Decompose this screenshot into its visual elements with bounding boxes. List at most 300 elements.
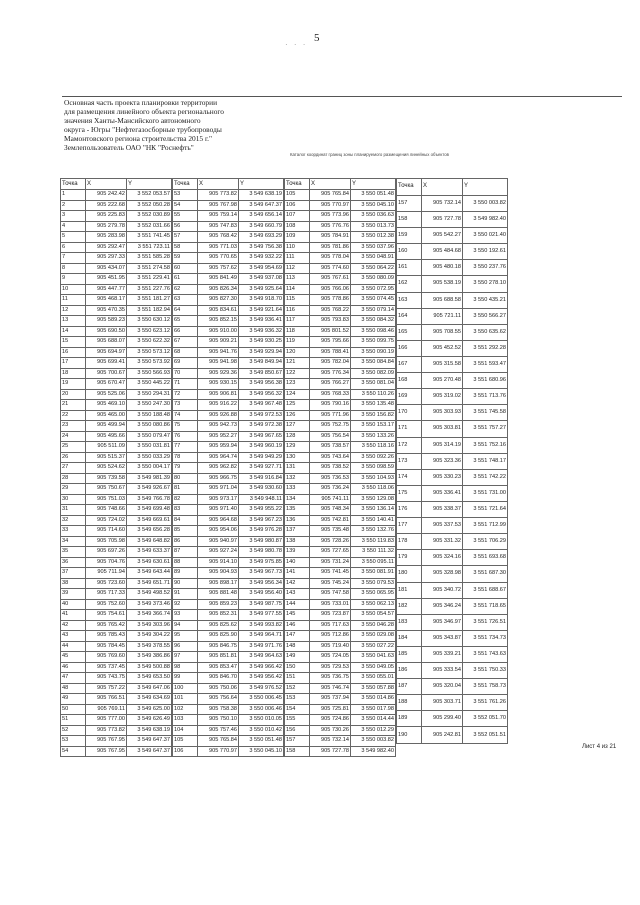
y-coordinate: 3 550 090.19	[351, 347, 396, 358]
x-coordinate: 905 738.52	[310, 463, 351, 474]
table-row	[397, 437, 508, 453]
column-header-x: X	[86, 179, 127, 190]
point-number: 72	[173, 389, 198, 400]
table-row	[61, 536, 172, 547]
y-coordinate: 3 549 956.38	[239, 379, 284, 390]
y-coordinate: 3 549 766.78	[127, 494, 172, 505]
column-header-x: X	[422, 179, 463, 196]
x-coordinate: 905 688.58	[422, 292, 463, 308]
x-coordinate: 905 767.95	[86, 746, 127, 757]
column-header-point: Точка	[61, 179, 86, 190]
coordinate-table	[396, 178, 508, 744]
table-row	[173, 358, 284, 369]
x-coordinate: 905 750.67	[86, 484, 127, 495]
x-coordinate: 905 827.30	[198, 295, 239, 306]
y-coordinate: 3 549 849.94	[239, 358, 284, 369]
table-row	[61, 274, 172, 285]
table-row	[285, 631, 396, 642]
x-coordinate: 905 964.74	[198, 452, 239, 463]
table-row	[285, 505, 396, 516]
point-number: 39	[61, 589, 86, 600]
y-coordinate: 3 550 010.42	[239, 725, 284, 736]
x-coordinate: 905 336.41	[422, 485, 463, 501]
y-coordinate: 3 549 850.67	[239, 368, 284, 379]
table-row	[61, 484, 172, 495]
table-row	[61, 736, 172, 747]
table-row	[61, 704, 172, 715]
x-coordinate: 905 323.36	[422, 453, 463, 469]
point-number: 48	[61, 683, 86, 694]
x-coordinate: 905 757.62	[198, 263, 239, 274]
point-number: 93	[173, 610, 198, 621]
point-number: 95	[173, 631, 198, 642]
x-coordinate: 905 737.94	[310, 694, 351, 705]
y-coordinate: 3 550 036.63	[351, 211, 396, 222]
x-coordinate: 905 484.68	[422, 244, 463, 260]
table-row	[397, 356, 508, 372]
table-row	[173, 232, 284, 243]
x-coordinate: 905 750.10	[198, 715, 239, 726]
title-line: Землепользователь ОАО "НК "Роснефть"	[64, 143, 194, 152]
x-coordinate: 905 881.48	[198, 589, 239, 600]
table-row	[61, 211, 172, 222]
table-row	[397, 566, 508, 582]
x-coordinate: 905 776.34	[310, 368, 351, 379]
point-number: 62	[173, 284, 198, 295]
y-coordinate: 3 551 585.28	[127, 253, 172, 264]
point-number: 151	[285, 673, 310, 684]
point-number: 45	[61, 652, 86, 663]
point-number: 99	[173, 673, 198, 684]
y-coordinate: 3 549 967.73	[239, 568, 284, 579]
x-coordinate: 905 954.06	[198, 526, 239, 537]
y-coordinate: 3 550 140.41	[351, 515, 396, 526]
table-row	[173, 652, 284, 663]
table-row	[285, 599, 396, 610]
table-row	[285, 746, 396, 757]
point-number: 190	[397, 727, 422, 744]
table-row	[285, 704, 396, 715]
point-number: 142	[285, 578, 310, 589]
table-row	[61, 610, 172, 621]
x-coordinate: 905 589.23	[86, 316, 127, 327]
point-number: 42	[61, 620, 86, 631]
table-row	[397, 244, 508, 260]
x-coordinate: 905 315.58	[422, 356, 463, 372]
table-row	[285, 673, 396, 684]
table-row	[61, 515, 172, 526]
x-coordinate: 905 732.14	[310, 736, 351, 747]
x-coordinate: 905 784.45	[86, 641, 127, 652]
point-number: 124	[285, 389, 310, 400]
y-coordinate: 3 549 975.85	[239, 557, 284, 568]
x-coordinate: 905 542.27	[422, 228, 463, 244]
point-number: 47	[61, 673, 86, 684]
point-number: 176	[397, 501, 422, 517]
table-row	[285, 484, 396, 495]
x-coordinate: 905 770.97	[310, 200, 351, 211]
point-number: 18	[61, 368, 86, 379]
x-coordinate: 905 904.93	[198, 568, 239, 579]
catalog-note: Каталог координат границ зоны планируемого размещения линейных объектов	[290, 152, 449, 157]
x-coordinate: 905 801.52	[310, 326, 351, 337]
y-coordinate: 3 550 247.30	[127, 400, 172, 411]
table-row	[285, 526, 396, 537]
point-number: 141	[285, 568, 310, 579]
y-coordinate: 3 550 435.21	[463, 292, 508, 308]
table-row	[285, 610, 396, 621]
point-number: 9	[61, 274, 86, 285]
y-coordinate: 3 549 980.78	[239, 547, 284, 558]
table-row	[285, 200, 396, 211]
point-number: 34	[61, 536, 86, 547]
x-coordinate: 905 297.33	[86, 253, 127, 264]
x-coordinate: 905 754.61	[86, 610, 127, 621]
y-coordinate: 3 549 981.39	[127, 473, 172, 484]
y-coordinate: 3 550 037.96	[351, 242, 396, 253]
table-row	[61, 379, 172, 390]
table-row	[173, 221, 284, 232]
table-row	[285, 589, 396, 600]
y-coordinate: 3 549 982.40	[463, 211, 508, 227]
x-coordinate: 905 346.24	[422, 598, 463, 614]
y-coordinate: 3 549 956.34	[239, 578, 284, 589]
point-number: 11	[61, 295, 86, 306]
table-row	[61, 526, 172, 537]
x-coordinate: 905 846.70	[198, 673, 239, 684]
point-number: 28	[61, 473, 86, 484]
table-row	[397, 679, 508, 695]
y-coordinate: 3 550 003.82	[351, 736, 396, 747]
table-row	[397, 405, 508, 421]
table-row	[173, 725, 284, 736]
y-coordinate: 3 550 080.09	[351, 274, 396, 285]
x-coordinate: 905 774.60	[310, 263, 351, 274]
y-coordinate: 3 551 726.51	[463, 614, 508, 630]
table-row	[285, 736, 396, 747]
x-coordinate: 905 452.52	[422, 340, 463, 356]
x-coordinate: 905 292.47	[86, 242, 127, 253]
y-coordinate: 3 549 954.69	[239, 263, 284, 274]
y-coordinate: 3 549 967.65	[239, 431, 284, 442]
point-number: 173	[397, 453, 422, 469]
point-number: 130	[285, 452, 310, 463]
x-coordinate: 905 717.63	[310, 620, 351, 631]
point-number: 94	[173, 620, 198, 631]
point-number: 29	[61, 484, 86, 495]
x-coordinate: 905 767.98	[198, 200, 239, 211]
table-row	[173, 589, 284, 600]
y-coordinate: 3 549 972.53	[239, 410, 284, 421]
point-number: 77	[173, 442, 198, 453]
x-coordinate: 905 525.06	[86, 389, 127, 400]
y-coordinate: 3 550 133.26	[351, 431, 396, 442]
x-coordinate: 905 328.98	[422, 566, 463, 582]
x-coordinate: 905 758.38	[198, 704, 239, 715]
point-number: 187	[397, 679, 422, 695]
y-coordinate: 3 549 304.22	[127, 631, 172, 642]
table-row	[397, 228, 508, 244]
table-row	[61, 494, 172, 505]
point-number: 148	[285, 641, 310, 652]
table-row	[285, 578, 396, 589]
point-number: 165	[397, 324, 422, 340]
y-coordinate: 3 549 756.38	[239, 242, 284, 253]
point-number: 123	[285, 379, 310, 390]
table-row	[61, 316, 172, 327]
table-row	[61, 620, 172, 631]
y-coordinate: 3 550 630.12	[127, 316, 172, 327]
table-row	[173, 484, 284, 495]
title-line: значения Ханты-Мансийского автономного	[64, 116, 201, 125]
y-coordinate: 3 552 053.57	[127, 190, 172, 201]
point-number: 85	[173, 526, 198, 537]
y-coordinate: 3 549 993.82	[239, 620, 284, 631]
y-coordinate: 3 550 237.76	[463, 260, 508, 276]
x-coordinate: 905 746.74	[310, 683, 351, 694]
y-coordinate: 3 550 135.48	[351, 400, 396, 411]
table-row	[397, 485, 508, 501]
x-coordinate: 905 717.33	[86, 589, 127, 600]
y-coordinate: 3 552 050.28	[127, 200, 172, 211]
point-number: 147	[285, 631, 310, 642]
y-coordinate: 3 551 742.22	[463, 469, 508, 485]
table-row	[173, 715, 284, 726]
y-coordinate: 3 550 048.91	[351, 253, 396, 264]
point-number: 81	[173, 484, 198, 495]
y-coordinate: 3 550 010.05	[239, 715, 284, 726]
point-number: 80	[173, 473, 198, 484]
y-coordinate: 3 551 752.16	[463, 437, 508, 453]
y-coordinate: 3 551 758.73	[463, 679, 508, 695]
x-coordinate: 905 346.97	[422, 614, 463, 630]
x-coordinate: 905 766.51	[86, 694, 127, 705]
x-coordinate: 905 767.61	[310, 274, 351, 285]
x-coordinate: 905 768.22	[310, 305, 351, 316]
x-coordinate: 905 778.86	[310, 295, 351, 306]
x-coordinate: 905 765.42	[86, 620, 127, 631]
x-coordinate: 905 759.14	[198, 211, 239, 222]
y-coordinate: 3 549 378.55	[127, 641, 172, 652]
table-row	[285, 715, 396, 726]
x-coordinate: 905 711.94	[86, 568, 127, 579]
point-number: 8	[61, 263, 86, 274]
y-coordinate: 3 551 680.96	[463, 373, 508, 389]
y-coordinate: 3 550 132.76	[351, 526, 396, 537]
table-row	[61, 200, 172, 211]
y-coordinate: 3 551 693.68	[463, 550, 508, 566]
x-coordinate: 905 962.82	[198, 463, 239, 474]
table-row	[61, 431, 172, 442]
x-coordinate: 905 929.36	[198, 368, 239, 379]
x-coordinate: 905 778.04	[310, 253, 351, 264]
table-row	[397, 211, 508, 227]
x-coordinate: 905 242.42	[86, 190, 127, 201]
y-coordinate: 3 549 693.29	[239, 232, 284, 243]
y-coordinate: 3 551 712.99	[463, 518, 508, 534]
table-row	[173, 274, 284, 285]
x-coordinate: 905 777.00	[86, 715, 127, 726]
point-number: 184	[397, 630, 422, 646]
y-coordinate: 3 549 929.94	[239, 347, 284, 358]
x-coordinate: 905 697.26	[86, 547, 127, 558]
table-row	[285, 725, 396, 736]
x-coordinate: 905 343.87	[422, 630, 463, 646]
x-coordinate: 905 731.24	[310, 557, 351, 568]
table-row	[285, 494, 396, 505]
table-row	[173, 683, 284, 694]
y-coordinate: 3 549 956.42	[239, 673, 284, 684]
table-row	[61, 694, 172, 705]
point-number: 16	[61, 347, 86, 358]
table-row	[397, 614, 508, 630]
x-coordinate: 905 670.47	[86, 379, 127, 390]
table-row	[285, 232, 396, 243]
point-number: 118	[285, 326, 310, 337]
x-coordinate: 905 769.11	[86, 704, 127, 715]
point-number: 127	[285, 421, 310, 432]
y-coordinate: 3 550 110.26	[351, 389, 396, 400]
x-coordinate: 905 733.01	[310, 599, 351, 610]
coordinate-table	[172, 178, 284, 757]
point-number: 57	[173, 232, 198, 243]
y-coordinate: 3 550 012.38	[351, 232, 396, 243]
point-number: 5	[61, 232, 86, 243]
table-row	[61, 421, 172, 432]
x-coordinate: 905 773.96	[310, 211, 351, 222]
table-row	[173, 673, 284, 684]
table-row	[61, 473, 172, 484]
x-coordinate: 905 495.66	[86, 431, 127, 442]
table-row	[61, 400, 172, 411]
x-coordinate: 905 468.17	[86, 295, 127, 306]
x-coordinate: 905 319.02	[422, 389, 463, 405]
table-row	[61, 358, 172, 369]
y-coordinate: 3 549 925.64	[239, 284, 284, 295]
point-number: 23	[61, 421, 86, 432]
point-number: 71	[173, 379, 198, 390]
point-number: 4	[61, 221, 86, 232]
y-coordinate: 3 550 294.31	[127, 389, 172, 400]
point-number: 22	[61, 410, 86, 421]
x-coordinate: 905 694.97	[86, 347, 127, 358]
y-coordinate: 3 550 021.40	[463, 228, 508, 244]
x-coordinate: 905 727.78	[310, 746, 351, 757]
point-number: 189	[397, 711, 422, 727]
point-number: 158	[285, 746, 310, 757]
point-number: 153	[285, 694, 310, 705]
y-coordinate: 3 549 980.87	[239, 536, 284, 547]
x-coordinate: 905 752.60	[86, 599, 127, 610]
point-number: 144	[285, 599, 310, 610]
y-coordinate: 3 551 757.27	[463, 421, 508, 437]
table-row	[61, 505, 172, 516]
x-coordinate: 905 898.17	[198, 578, 239, 589]
x-coordinate: 905 851.81	[198, 652, 239, 663]
y-coordinate: 3 550 065.95	[351, 589, 396, 600]
y-coordinate: 3 550 006.45	[239, 694, 284, 705]
x-coordinate: 905 834.61	[198, 305, 239, 316]
point-number: 172	[397, 437, 422, 453]
y-coordinate: 3 550 153.17	[351, 421, 396, 432]
y-coordinate: 3 549 648.82	[127, 536, 172, 547]
y-coordinate: 3 550 006.46	[239, 704, 284, 715]
table-row	[397, 308, 508, 324]
point-number: 105	[285, 190, 310, 201]
table-row	[173, 431, 284, 442]
point-number: 171	[397, 421, 422, 437]
y-coordinate: 3 550 080.86	[127, 421, 172, 432]
table-row	[285, 442, 396, 453]
x-coordinate: 905 723.87	[310, 610, 351, 621]
x-coordinate: 905 973.17	[198, 494, 239, 505]
table-row	[285, 326, 396, 337]
point-number: 108	[285, 221, 310, 232]
point-number: 6	[61, 242, 86, 253]
point-number: 91	[173, 589, 198, 600]
x-coordinate: 905 538.19	[422, 276, 463, 292]
point-number: 3	[61, 211, 86, 222]
y-coordinate: 3 551 723.11	[127, 242, 172, 253]
table-row	[173, 211, 284, 222]
y-coordinate: 3 549 653.50	[127, 673, 172, 684]
x-coordinate: 905 727.78	[422, 211, 463, 227]
y-coordinate: 3 549 647.37	[127, 736, 172, 747]
point-number: 164	[397, 308, 422, 324]
y-coordinate: 3 550 027.22	[351, 641, 396, 652]
x-coordinate: 905 751.03	[86, 494, 127, 505]
point-number: 143	[285, 589, 310, 600]
x-coordinate: 905 790.16	[310, 400, 351, 411]
y-coordinate: 3 550 118.06	[351, 484, 396, 495]
point-number: 83	[173, 505, 198, 516]
point-number: 175	[397, 485, 422, 501]
y-coordinate: 3 549 964.71	[239, 631, 284, 642]
table-row	[173, 473, 284, 484]
table-row	[285, 410, 396, 421]
table-row	[173, 284, 284, 295]
point-number: 88	[173, 557, 198, 568]
point-number: 13	[61, 316, 86, 327]
point-number: 158	[397, 211, 422, 227]
point-number: 103	[173, 715, 198, 726]
point-number: 101	[173, 694, 198, 705]
point-number: 139	[285, 547, 310, 558]
x-coordinate: 905 971.40	[198, 505, 239, 516]
y-coordinate: 3 549 500.88	[127, 662, 172, 673]
table-row	[173, 494, 284, 505]
title-line: округа - Югры "Нефтегазосборные трубопроводы	[64, 125, 222, 134]
table-row	[173, 421, 284, 432]
y-coordinate: 3 549 634.69	[127, 694, 172, 705]
point-number: 107	[285, 211, 310, 222]
x-coordinate: 905 825.90	[198, 631, 239, 642]
table-row	[285, 379, 396, 390]
x-coordinate: 905 769.60	[86, 652, 127, 663]
x-coordinate: 905 756.54	[310, 431, 351, 442]
x-coordinate: 905 737.45	[86, 662, 127, 673]
point-number: 168	[397, 373, 422, 389]
x-coordinate: 905 930.15	[198, 379, 239, 390]
table-row	[173, 631, 284, 642]
table-row	[173, 368, 284, 379]
y-coordinate: 3 550 136.14	[351, 505, 396, 516]
point-number: 186	[397, 663, 422, 679]
table-row	[285, 662, 396, 673]
table-row	[173, 515, 284, 526]
y-coordinate: 3 549 937.08	[239, 274, 284, 285]
table-row	[61, 263, 172, 274]
